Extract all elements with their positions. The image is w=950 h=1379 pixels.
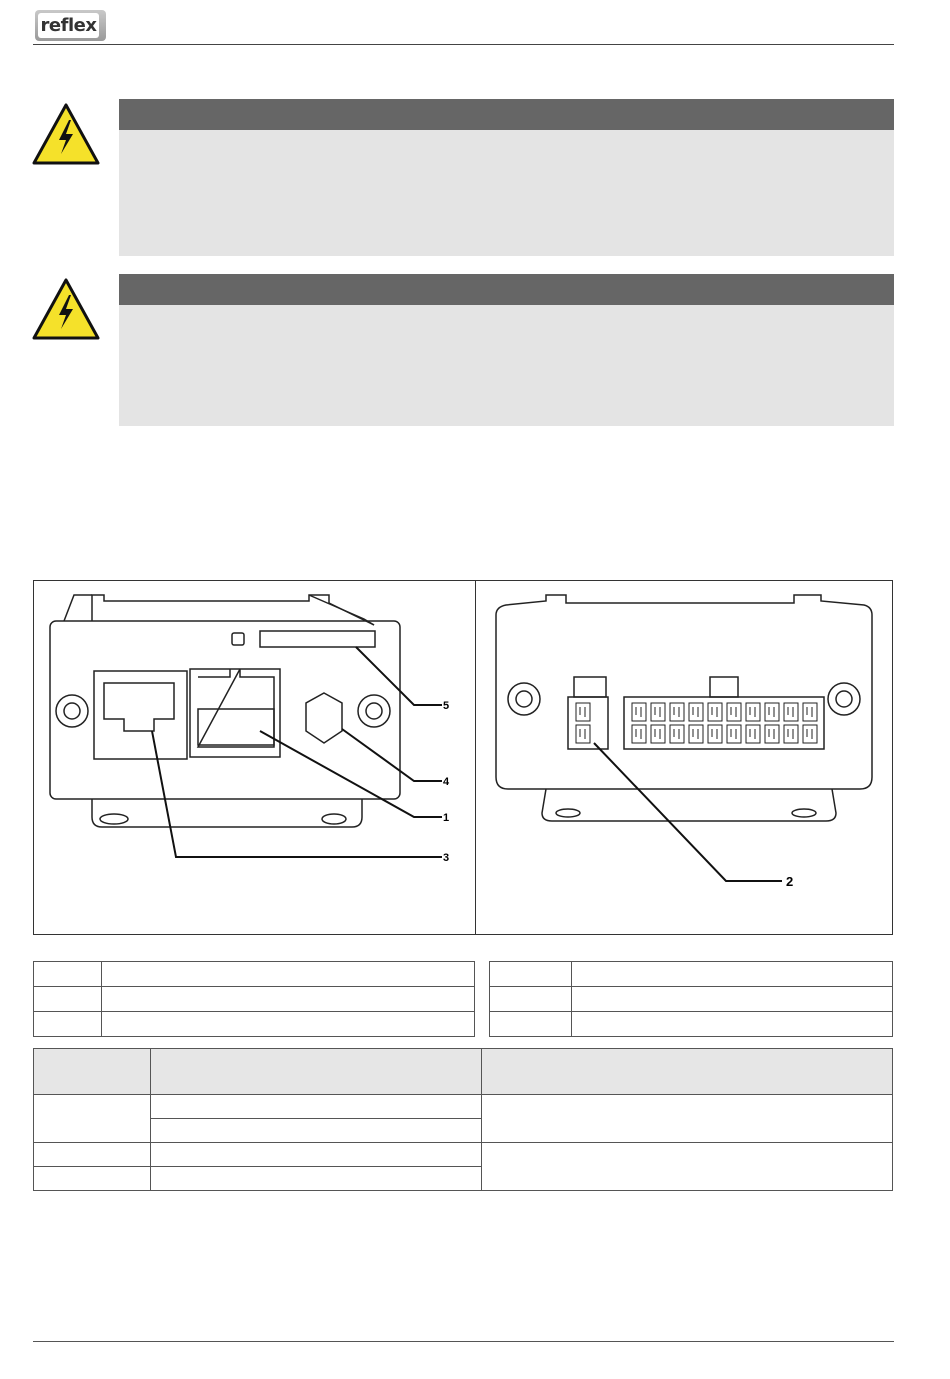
connector-pin-contact [636, 729, 641, 739]
connector-pin [746, 725, 760, 743]
callout-label: 2 [786, 874, 794, 889]
brand-logo [35, 10, 106, 41]
connector-pin-contact [693, 707, 698, 717]
connector-pin [746, 703, 760, 721]
table-cell [34, 1012, 102, 1037]
connector-pin-contact [636, 707, 641, 717]
connector-pin-contact [580, 729, 585, 739]
warning-box [119, 274, 894, 426]
connector-pin-contact [807, 729, 812, 739]
table-cell [482, 1143, 893, 1191]
table-cell [102, 962, 475, 987]
table-row [34, 1095, 893, 1119]
connector-pins [576, 703, 817, 743]
table-row [490, 962, 893, 987]
connector-pin [651, 725, 665, 743]
table-cell [34, 1143, 151, 1167]
connector-pin-contact [712, 729, 717, 739]
connector-pin [803, 725, 817, 743]
table-header-row [34, 1049, 893, 1095]
connector-pin-contact [655, 707, 660, 717]
table-cell [151, 1143, 482, 1167]
connector-pin-contact [750, 707, 755, 717]
connector-pin [708, 703, 722, 721]
table-row [34, 962, 475, 987]
table-cell [34, 1167, 151, 1191]
connector-pin [670, 725, 684, 743]
module-rear-drawing [476, 581, 892, 934]
connector-pin [576, 703, 590, 721]
table-header-cell [482, 1049, 893, 1095]
module-front-drawing [34, 581, 474, 934]
connector-pin [632, 725, 646, 743]
connector-pin-contact [788, 729, 793, 739]
connector-pin-contact [750, 729, 755, 739]
connector-pin [727, 703, 741, 721]
connector-pin-contact [693, 729, 698, 739]
table-cell [34, 962, 102, 987]
table-cell [490, 1012, 572, 1037]
connector-pin [803, 703, 817, 721]
table-row [34, 1143, 893, 1167]
connector-pin [689, 725, 703, 743]
connector-pin-contact [580, 707, 585, 717]
connector-pin-contact [655, 729, 660, 739]
table-cell [102, 1012, 475, 1037]
connector-pin [576, 725, 590, 743]
connector-pin-contact [731, 707, 736, 717]
electric-hazard-icon [31, 277, 101, 341]
legend-table-right [489, 961, 893, 1037]
connector-pin [708, 725, 722, 743]
connector-pin-contact [674, 707, 679, 717]
table-row [34, 987, 475, 1012]
callout-label: 1 [443, 812, 450, 824]
specification-table [33, 1048, 893, 1191]
table-cell [151, 1119, 482, 1143]
table-header-cell [151, 1049, 482, 1095]
table-cell [572, 1012, 893, 1037]
connector-pin [651, 703, 665, 721]
connector-pin-contact [788, 707, 793, 717]
table-cell [102, 987, 475, 1012]
connector-pin-contact [769, 707, 774, 717]
connector-pin-contact [769, 729, 774, 739]
table-cell [482, 1095, 893, 1143]
table-cell [572, 962, 893, 987]
table-row [34, 1012, 475, 1037]
callout-label: 4 [443, 776, 450, 788]
connector-pin [670, 703, 684, 721]
connector-pin [689, 703, 703, 721]
callout-label: 5 [443, 700, 450, 712]
connector-pin [765, 725, 779, 743]
table-row [490, 987, 893, 1012]
warning-header-bar [119, 274, 894, 305]
table-cell [490, 962, 572, 987]
warning-box [119, 99, 894, 256]
connector-pin [784, 703, 798, 721]
warning-header-bar [119, 99, 894, 130]
table-cell [34, 1095, 151, 1143]
connector-pin [784, 725, 798, 743]
connector-pin-contact [674, 729, 679, 739]
table-cell [490, 987, 572, 1012]
table-cell [34, 987, 102, 1012]
logo-text: reflex [38, 13, 99, 38]
legend-table-left [33, 961, 475, 1037]
table-cell [572, 987, 893, 1012]
header-divider [33, 44, 894, 45]
callout-label: 3 [443, 852, 450, 864]
footer-divider [33, 1341, 894, 1342]
connector-pin-contact [731, 729, 736, 739]
table-cell [151, 1167, 482, 1191]
table-row [490, 1012, 893, 1037]
table-header-cell [34, 1049, 151, 1095]
connector-pin-contact [712, 707, 717, 717]
connector-pin [727, 725, 741, 743]
table-cell [151, 1095, 482, 1119]
electric-hazard-icon [31, 102, 101, 166]
connector-pin-contact [807, 707, 812, 717]
connector-pin [632, 703, 646, 721]
connector-pin [765, 703, 779, 721]
